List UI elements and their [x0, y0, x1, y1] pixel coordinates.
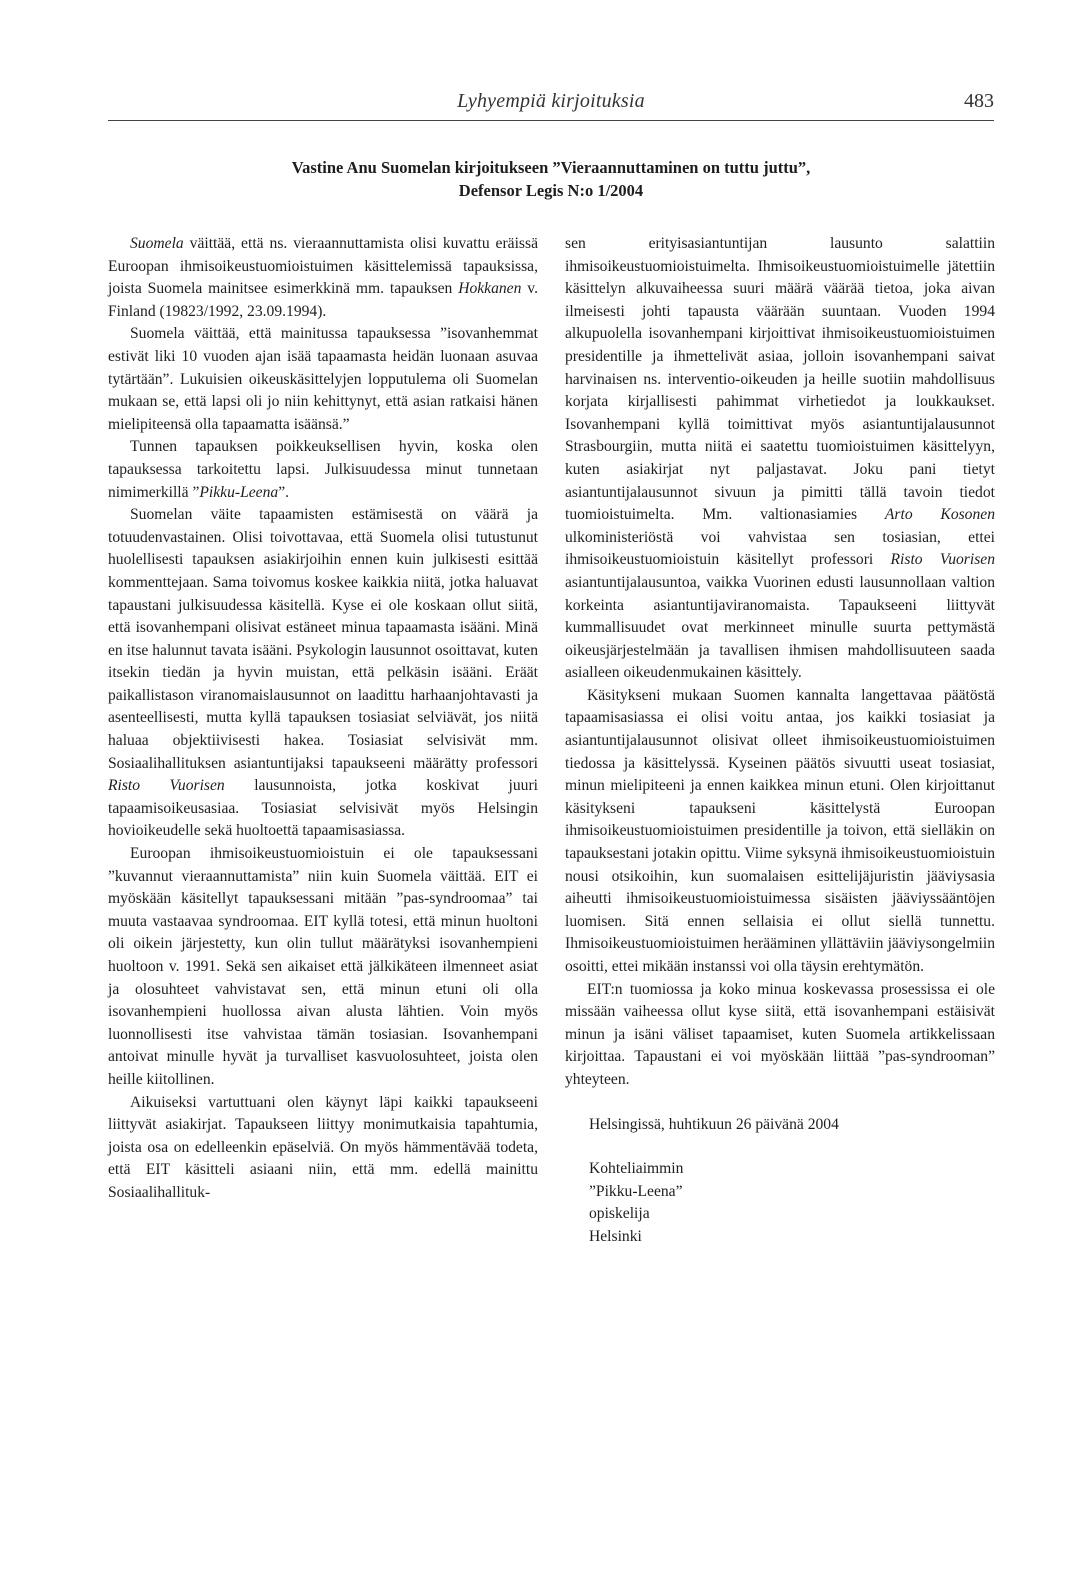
signature-line: opiskelija	[589, 1205, 650, 1223]
paragraph: Aikuiseksi vartuttuani olen käynyt läpi kaikki tapaukseeni liittyvät asiakirjat. Tapaukseen liittyy monimutkaisia tapahtumia, joista osa on edelleenkin epäselviä. On myös hämmentävää todeta, että EIT käsitteli asiaani niin, että mm. edellä mainittu Sosiaalihallituk-	[108, 1093, 538, 1201]
paragraph-text: Tunnen tapauksen poikkeuksellisen hyvin, koska olen tapauksessa tarkoitettu lapsi. Julkisuudessa minut tunnetaan nimimerkillä ”	[108, 438, 538, 501]
article-title-line-1: Vastine Anu Suomelan kirjoitukseen ”Vieraannuttaminen on tuttu juttu”,	[291, 158, 811, 177]
author-name: Suomela	[130, 235, 184, 252]
article-title-line-2: Defensor Legis N:o 1/2004	[458, 181, 644, 200]
paragraph-text: Suomelan väite tapaamisten estämisestä on väärä ja totuudenvastainen. Olisi toivottavaa, että Suomela olisi tutustunut huolellisesti tapauksen asiakirjoihin ennen kuin julkisesti esittää kommenttejaan. Sama toivomus koskee kaikkia niitä, jotka haluavat tapaustani julkisuudessa käsitellä. Kyse ei ole koskaan ollut siitä, että isovanhempani olisivat estäneet minua tapaamasta isääni. Minä en itse halunnut tavata isääni. Psykologin lausunnot osoittavat, kuten itsekin tiedän ja hyvin muistan, että pelkäsin isääni. Eräät paikallistason viranomaislausunnot on laadittu harhaanjohtavasti ja asenteellisesti, mutta kyllä tapauksen tosiasiat selviävät, jos niitä haluaa objektiivisesti hakea. Tosiasiat selvisivät mm. Sosiaalihallituksen asiantuntijaksi tapaukseeni määrätty professori	[108, 506, 538, 772]
paragraph-text: ”.	[278, 483, 290, 501]
running-header	[108, 88, 994, 121]
paragraph: Käsitykseni mukaan Suomen kannalta langettavaa päätöstä tapaamisasiassa ei olisi voitu antaa, jos kaikki tosiasiat ja asiantuntijalausunnot olisivat olleet ihmisoikeustuomioistuimen tiedossa ja käsittelyssä. Kyseinen päätös sivuutti useat tosiasiat, minun mielipiteeni ja ennen kaikkea minun etuni. Olen kirjoittanut käsitykseni tapaukseni käsittelystä Euroopan ihmisoikeustuomioistuimen presidentille ja toivon, että sielläkin on tapauksestani jotakin opittu. Viime syksynä ihmisoikeustuomioistuin nousi otsikoihin, kun suomalaisen esittelijäjuristin jääviysasia aiheutti ihmisoikeustuomioistuimessa sisäisten jääviyssääntöjen luomisen. Sitä ennen sellaisia ei ollut siellä tunnettu. Ihmisoikeustuomioistuimen herääminen yllättäviin jääviysongelmiin osoitti, ettei mikään instanssi voi olla täysin erehtymätön.	[565, 686, 995, 975]
person-name: Risto Vuorisen	[890, 551, 995, 569]
paragraph-text: sen erityisasiantuntijan lausunto salattiin ihmisoikeustuomioistuimelta. Ihmisoikeustuomioistuimelle jätettiin käsittelyn alkuvaiheessa suuri määrä väärää tietoa, joka aivan ilmeisesti johti tapausta väärään suuntaan. Vuoden 1994 alkupuolella isovanhempani kirjoittivat ihmisoikeustuomioistuimen presidentille ja ihmettelivät asiaa, jolloin isovanhempani saivat harvinaisen ns. interventio-oikeuden ja heille suotiin mahdollisuus korjata kirjallisesti pahimmat virhetiedot ja loukkaukset. Isovanhempani kyllä toimittivat myös asiantuntijalausunnot Strasbourgiin, mutta niitä ei saatettu tuomioistuimen käsittelyyn, kuten asiakirjat nyt paljastavat. Joku pani tietyt asiantuntijalausunnot sivuun ja pimitti tällä tavoin tiedot tuomioistuimelta. Mm. valtionasiamies	[565, 235, 995, 524]
paragraph-text: lausunnoista, jotka koskivat juuri tapaamisoikeusasiaa. Tosiasiat selvisivät myös Helsingin hovioikeudelle sekä huoltoettä tapaamisasiassa.	[108, 777, 538, 840]
signature-block	[565, 1158, 995, 1248]
pseudonym: Pikku-Leena	[199, 483, 279, 501]
running-title: Lyhyempiä kirjoituksia	[457, 90, 645, 112]
paragraph	[565, 233, 995, 685]
paragraph-text: väittää, että ns. vieraannuttamista olisi kuvattu eräissä Euroopan ihmisoikeustuomioistuimen käsittelemissä tapauksissa, joista Suomela mainitsee esimerkkinä mm. tapauksen	[108, 235, 538, 298]
paragraph: EIT:n tuomiossa ja koko minua koskevassa prosessissa ei ole missään vaiheessa ollut kyse siitä, että isovanhempani estäisivät minun ja isäni väliset tapaamiset, kuten Suomela artikkelissaan kirjoittaa. Tapaustani ei voi myöskään liittää ”pas-syndrooman” yhteyteen.	[565, 980, 995, 1088]
paragraph	[108, 504, 538, 843]
date-line: Helsingissä, huhtikuun 26 päivänä 2004	[589, 1115, 839, 1133]
paragraph	[108, 233, 538, 323]
right-column	[565, 233, 995, 1249]
paragraph	[108, 436, 538, 504]
signature-line: Kohteliaimmin	[589, 1160, 684, 1178]
paragraph: Suomela väittää, että mainitussa tapauksessa ”isovanhemmat estivät liki 10 vuoden ajan isää tapaamasta heidän luonaan asuvaa tytärtään”. Lukuisien oikeuskäsittelyjen lopputulema oli Suomelan mukaan se, että lapsi oli jo niin kehittynyt, että asian ratkaisi hänen mielipiteensä olla tapaamatta isäänsä.”	[108, 325, 538, 433]
signature-line: ”Pikku-Leena”	[589, 1182, 683, 1200]
page-number: 483	[964, 90, 994, 112]
signature-line: Helsinki	[589, 1227, 642, 1245]
case-name: Hokkanen	[458, 280, 522, 298]
person-name: Risto Vuorisen	[108, 777, 225, 795]
paragraph-text: v. Finland (19823/1992, 23.09.1994).	[108, 280, 538, 320]
paragraph-text: ulkoministeriöstä voi vahvistaa sen tosiasian, ettei ihmisoikeustuomioistuin käsitellyt professori	[565, 528, 995, 569]
paragraph-text: asiantuntijalausuntoa, vaikka Vuorinen edusti lausunnollaan valtion korkeinta asiantuntijaviranomaista. Tapaukseeni liittyvät kummallisuudet ovat merkinneet minulle suurta pettymästä oikeusjärjestelmään ja tavallisen ihmisen mahdollisuuteen saada asialleen oikeudenmukainen käsittely.	[565, 573, 995, 682]
left-column	[108, 233, 538, 1205]
paragraph: Euroopan ihmisoikeustuomioistuin ei ole tapauksessani ”kuvannut vieraannuttamista” niin kuin Suomela väittää. EIT ei myöskään käsitellyt tapauksessani mitään ”pas-syndroomaa” tai muuta vastaavaa syndroomaa. EIT kyllä totesi, että minun huoltoni oli oikein järjestetty, kun olin tullut määrätyksi isovanhempieni huoltoon v. 1991. Sekä sen aikaiset että jälkikäteen ilmenneet asiat ja olosuhteet vahvistavat sen, että minun etuni oli olla isovanhempieni huollossa aivan alusta lähtien. Voin myös luonnollisesti itse vahvistaa tämän tosiasian. Isovanhempani antoivat minulle hyvät ja turvalliset kasvuolosuhteet, joista olen heille kiitollinen.	[108, 845, 538, 1088]
person-name: Arto Kosonen	[884, 506, 995, 524]
article-title	[108, 156, 994, 202]
